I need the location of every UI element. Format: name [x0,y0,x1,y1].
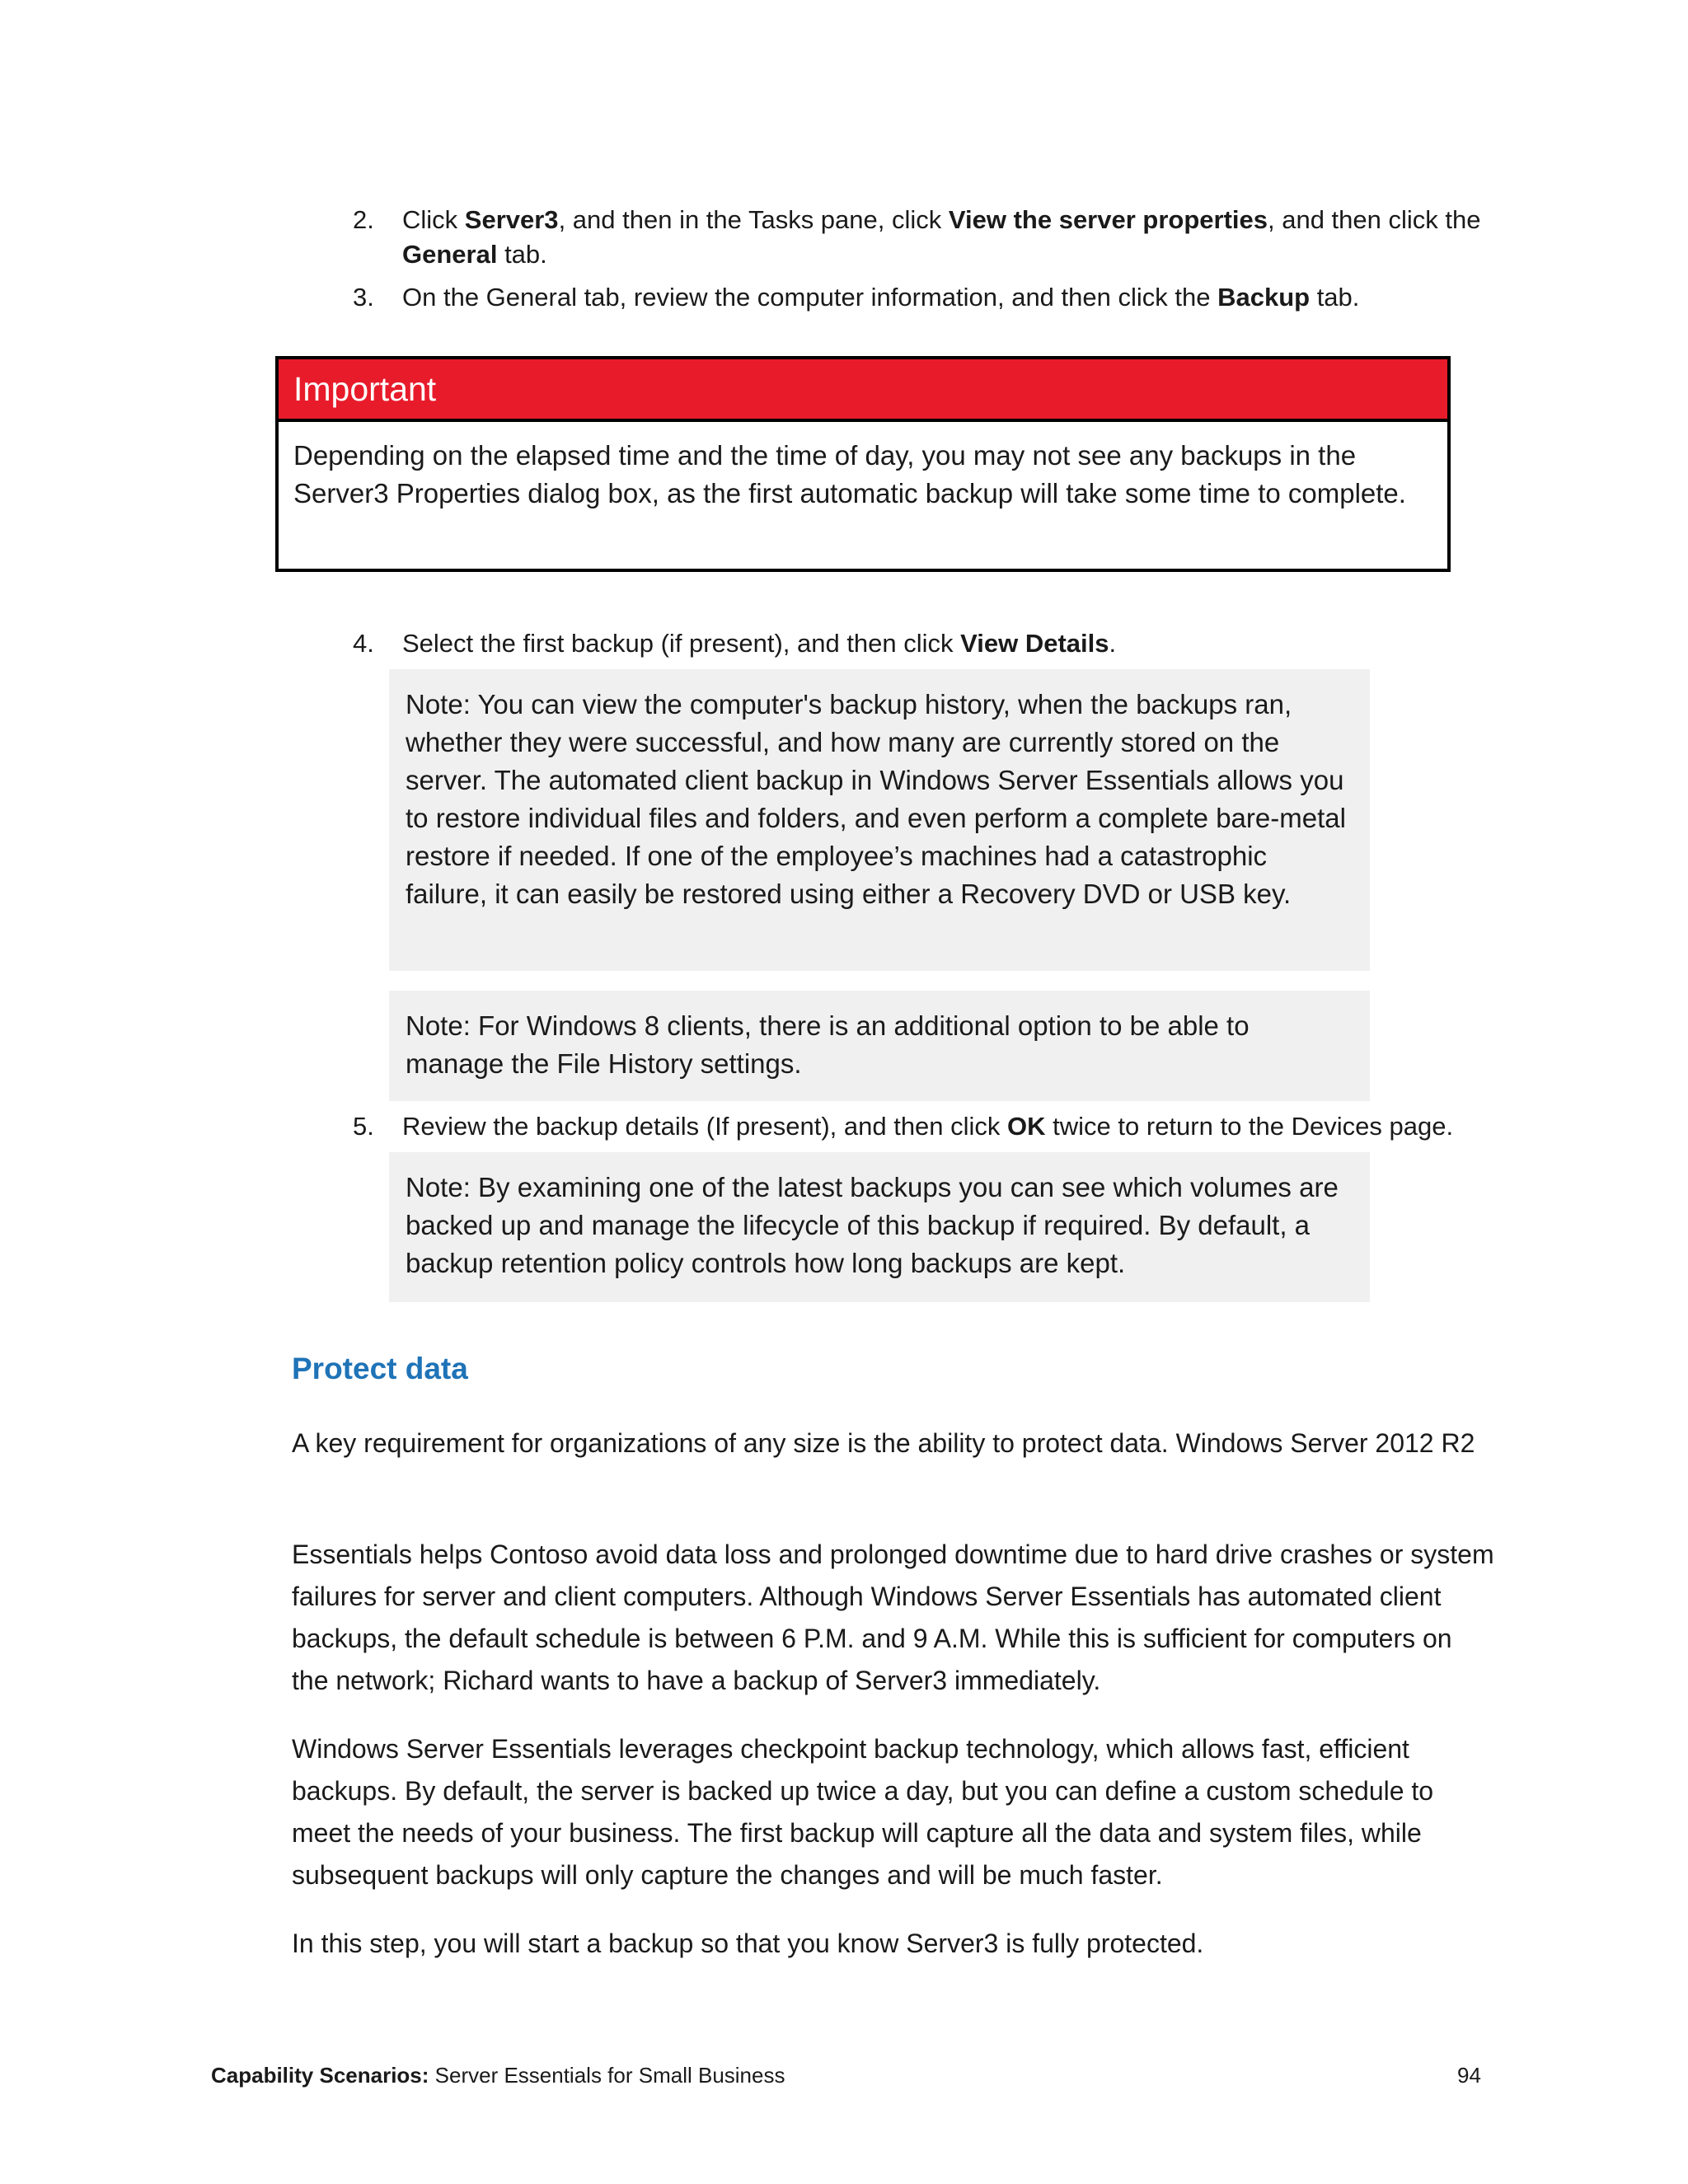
note-latest-backups [389,1152,1370,1302]
note-backup-history [389,669,1370,971]
footer-bold: Capability Scenarios: [211,2063,429,2088]
step-number: 5. [353,1112,374,1141]
note-text: Note: By examining one of the latest backups you can see which volumes are backed up and manage the lifecycle of this backup if required. By default, a backup retention policy controls how long backups are kept. [406,1172,1339,1278]
note-text: Note: You can view the computer's backup history, when the backups ran, whether they were successful, and how many are currently stored on the server. The automated client backup in Windows Server Essentials allows you to restore individual files and folders, and even perform a complete bare-metal restore if needed. If one of the employee’s machines had a catastrophic failure, it can easily be restored using either a Recovery DVD or USB key. [406,689,1346,909]
footer-title [211,2062,785,2088]
view-details-label: View Details [960,629,1109,658]
step-number: 2. [353,205,374,234]
server3-label: Server3 [464,205,559,234]
important-callout [275,356,1451,572]
step-number: 3. [353,283,374,312]
step-text: Review the backup details (If present), and then click OK twice to return to the Devices page. [402,1112,1454,1141]
note-windows-8 [389,991,1370,1101]
step-text: Select the first backup (if present), and then click View Details. [402,629,1117,658]
general-tab-label: General [402,240,498,269]
section-heading: Protect data [292,1352,468,1385]
important-title: Important [279,359,1447,422]
paragraph-1: A key requirement for organizations of any size is the ability to protect data. Windows Server 2012 R2 [292,1428,1475,1458]
paragraph-3: Windows Server Essentials leverages checkpoint backup technology, which allows fast, efficient backups. By default, the server is backed up twice a day, but you can define a custom schedule to meet the needs of your business. The first backup will capture all the data and system files, while subsequent backups will only capture the changes and will be much faster. [292,1734,1434,1890]
page-number: 94 [1457,2063,1481,2088]
important-body: Depending on the elapsed time and the time of day, you may not see any backups in the Server3 Properties dialog box, as the first automatic backup will take some time to complete. [293,440,1406,509]
backup-tab-label: Backup [1217,283,1311,312]
step-text: On the General tab, review the computer information, and then click the Backup tab. [402,283,1360,312]
footer-text: Server Essentials for Small Business [429,2063,785,2088]
paragraph-4: In this step, you will start a backup so that you know Server3 is fully protected. [292,1929,1204,1958]
view-server-properties-label: View the server properties [948,205,1268,234]
paragraph-2: Essentials helps Contoso avoid data loss and prolonged downtime due to hard drive crashes or system failures for server and client computers. Although Windows Server Essentials has automated client backups, the default schedule is between 6 P.M. and 9 A.M. While this is sufficient for computers on the network; Richard wants to have a backup of Server3 immediately. [292,1540,1494,1695]
note-text: Note: For Windows 8 clients, there is an additional option to be able to manage the File History settings. [406,1010,1250,1079]
step-text: Click Server3, and then in the Tasks pane, click View the server properties, and then click the General tab. [402,205,1481,269]
step-number: 4. [353,629,374,658]
ok-label: OK [1007,1112,1046,1141]
